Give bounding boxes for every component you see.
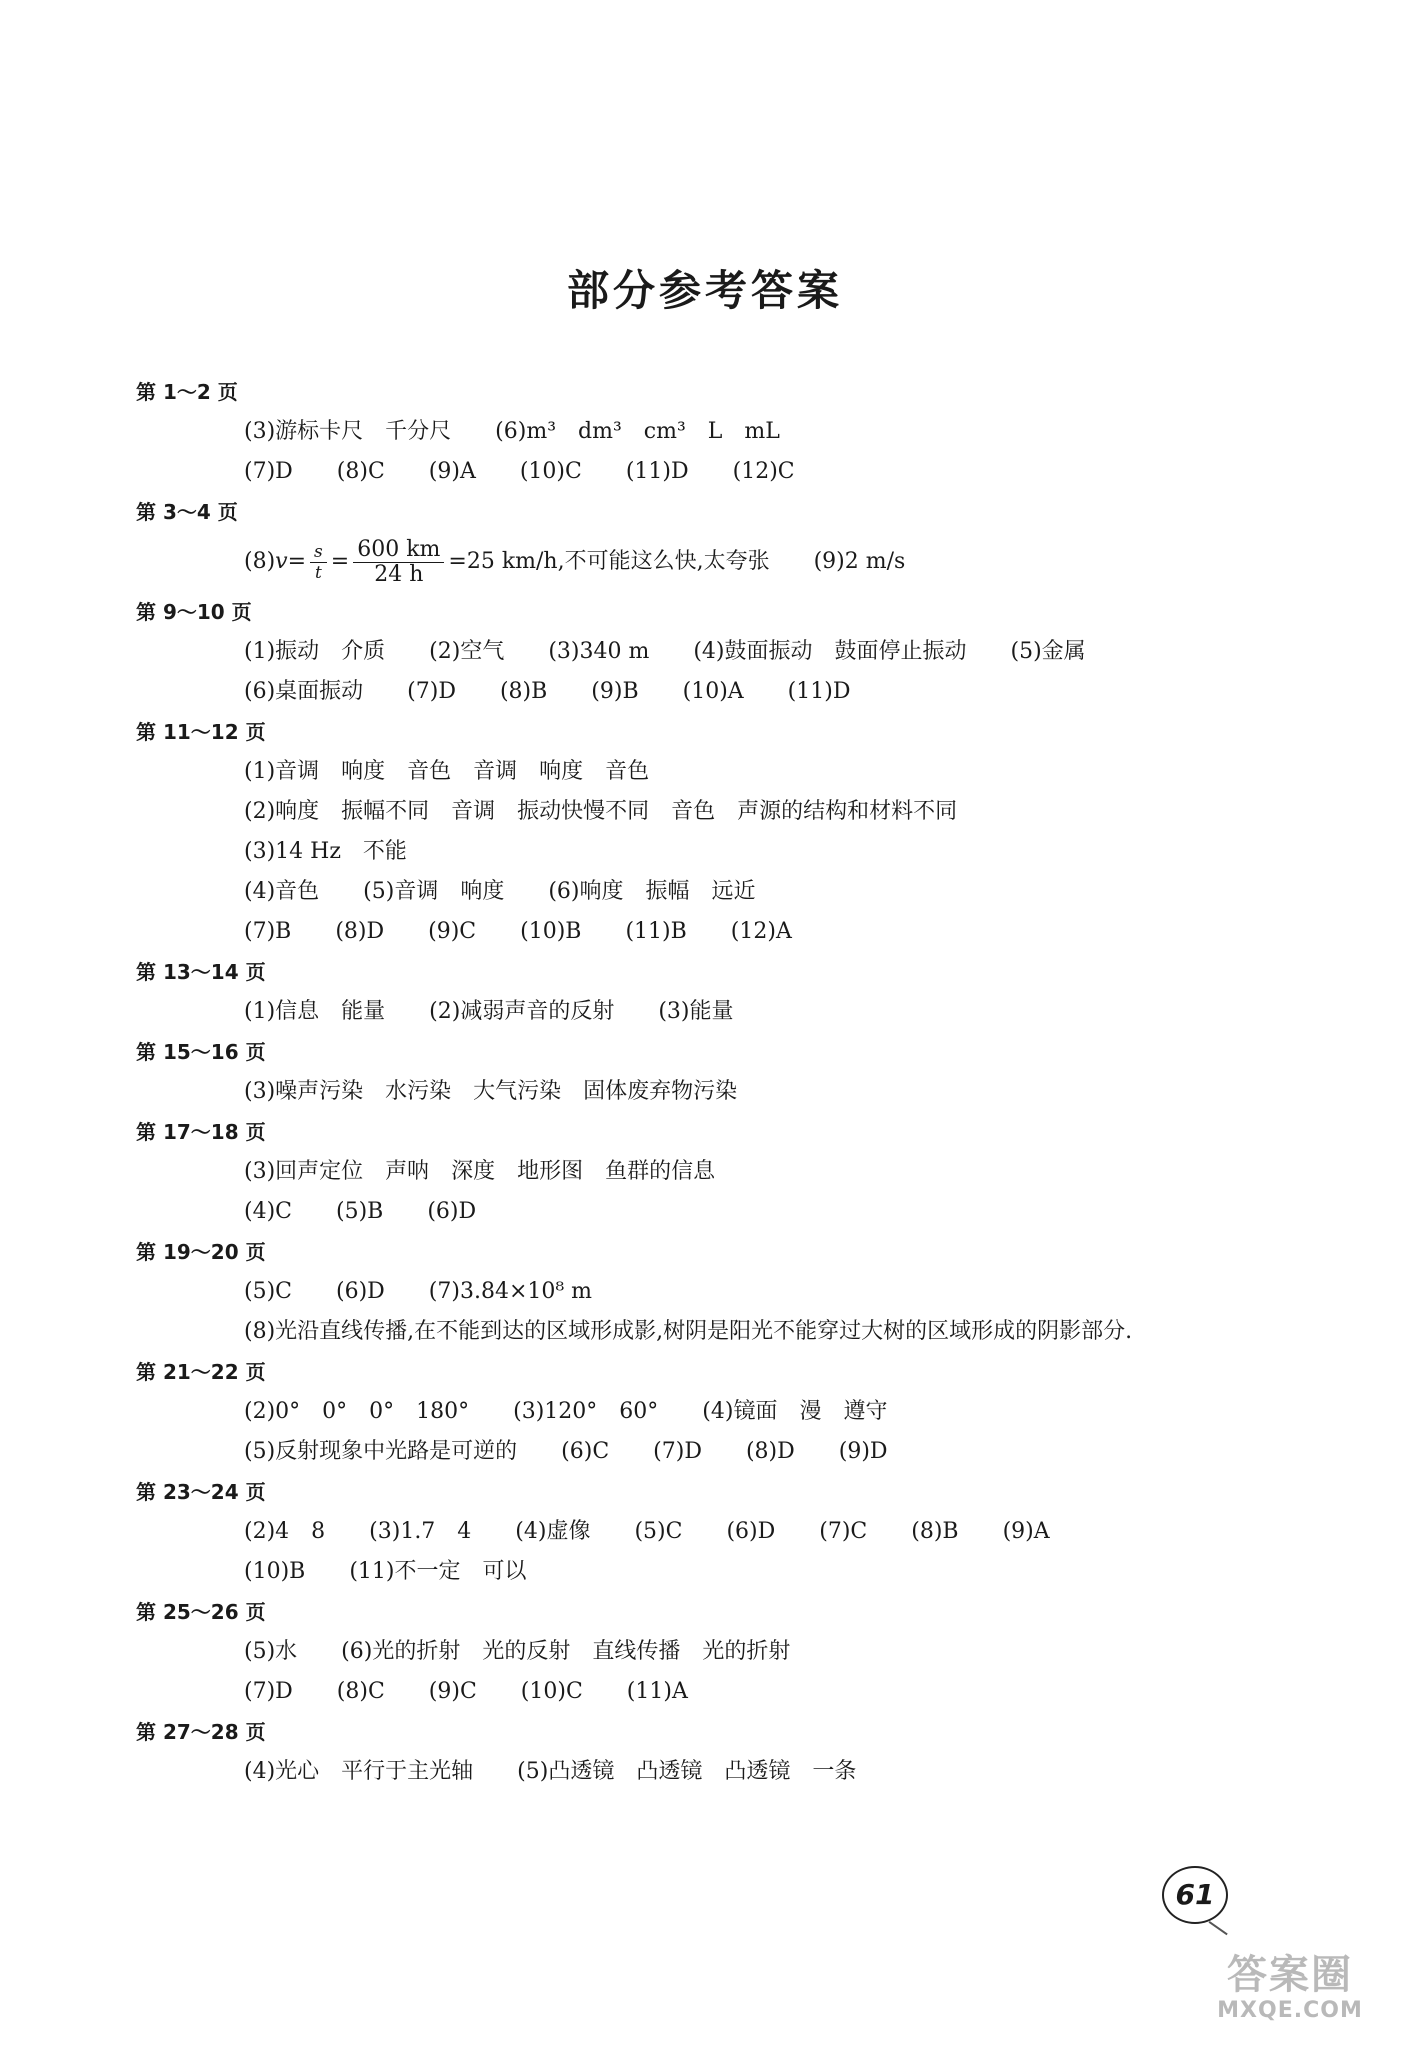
answer-line: (2)0° 0° 0° 180° (3)120° 60° (4)镜面 漫 遵守 <box>244 1399 888 1424</box>
answer-line: (2)响度 振幅不同 音调 振动快慢不同 音色 声源的结构和材料不同 <box>244 799 958 824</box>
answer-line: (10)B (11)不一定 可以 <box>244 1559 527 1584</box>
answer-line: (5)C (6)D (7)3.84×10⁸ m <box>244 1279 593 1304</box>
answer-list <box>136 372 1286 1792</box>
answer-line: (7)D (8)C (9)A (10)C (11)D (12)C <box>244 459 795 484</box>
fraction-numerator: s <box>310 542 327 563</box>
answer-line: (4)光心 平行于主光轴 (5)凸透镜 凸透镜 凸透镜 一条 <box>244 1759 857 1784</box>
answer-line: (4)音色 (5)音调 响度 (6)响度 振幅 远近 <box>244 879 756 904</box>
answer-line: (5)反射现象中光路是可逆的 (6)C (7)D (8)D (9)D <box>244 1439 888 1464</box>
section-heading: 第 3～4 页 <box>136 500 238 524</box>
section-heading: 第 9～10 页 <box>136 600 252 624</box>
section-heading: 第 21～22 页 <box>136 1360 266 1384</box>
formula-v: v <box>275 549 288 574</box>
formula-prefix: (8) <box>244 549 276 574</box>
section-heading: 第 27～28 页 <box>136 1720 266 1744</box>
fraction-s-over-t <box>310 542 327 583</box>
section-heading: 第 19～20 页 <box>136 1240 266 1264</box>
answer-line: (4)C (5)B (6)D <box>244 1199 477 1224</box>
fraction-distance-over-time <box>353 538 444 587</box>
answer-line: (3)14 Hz 不能 <box>244 839 407 864</box>
formula-eq: = <box>287 549 307 574</box>
answer-line: (1)振动 介质 (2)空气 (3)340 m (4)鼓面振动 鼓面停止振动 (5)金属 <box>244 639 1086 664</box>
section-heading: 第 11～12 页 <box>136 720 266 744</box>
section-heading: 第 23～24 页 <box>136 1480 266 1504</box>
formula-eq: = <box>330 549 350 574</box>
answer-line: (3)回声定位 声呐 深度 地形图 鱼群的信息 <box>244 1159 716 1184</box>
page-number-badge: 61 <box>1162 1866 1228 1924</box>
answer-paragraph: (8)光沿直线传播,在不能到达的区域形成影,树阴是阳光不能穿过大树的区域形成的阴影部分. <box>244 1319 1133 1344</box>
answer-line: (3)游标卡尺 千分尺 (6)m³ dm³ cm³ L mL <box>244 419 780 444</box>
answer-line: (1)音调 响度 音色 音调 响度 音色 <box>244 759 650 784</box>
answer-line: (7)D (8)C (9)C (10)C (11)A <box>244 1679 688 1704</box>
answer-line: (3)噪声污染 水污染 大气污染 固体废弃物污染 <box>244 1079 738 1104</box>
section-heading: 第 25～26 页 <box>136 1600 266 1624</box>
fraction-denominator: t <box>314 562 322 583</box>
page-number-flourish <box>1209 1913 1234 1935</box>
answer-line: (2)4 8 (3)1.7 4 (4)虚像 (5)C (6)D (7)C (8)B (9)A <box>244 1519 1050 1544</box>
answer-line: (7)B (8)D (9)C (10)B (11)B (12)A <box>244 919 792 944</box>
watermark-logo-text: 答案圈 <box>1227 1952 1353 1998</box>
section-heading: 第 13～14 页 <box>136 960 266 984</box>
fraction-denominator: 24 h <box>374 561 424 587</box>
watermark <box>1180 1952 1400 2024</box>
section-heading: 第 17～18 页 <box>136 1120 266 1144</box>
answer-line: (6)桌面振动 (7)D (8)B (9)B (10)A (11)D <box>244 679 851 704</box>
answer-line: (1)信息 能量 (2)减弱声音的反射 (3)能量 <box>244 999 734 1024</box>
fraction-numerator: 600 km <box>353 538 444 563</box>
page-title: 部分参考答案 <box>566 266 843 315</box>
watermark-url: MXQE.COM <box>1217 1998 1363 2023</box>
section-heading: 第 15～16 页 <box>136 1040 266 1064</box>
formula-line <box>244 532 1286 592</box>
answer-line: (5)水 (6)光的折射 光的反射 直线传播 光的折射 <box>244 1639 791 1664</box>
section-heading: 第 1～2 页 <box>136 380 238 404</box>
formula-rest: =25 km/h,不可能这么快,太夸张 (9)2 m/s <box>448 549 906 574</box>
